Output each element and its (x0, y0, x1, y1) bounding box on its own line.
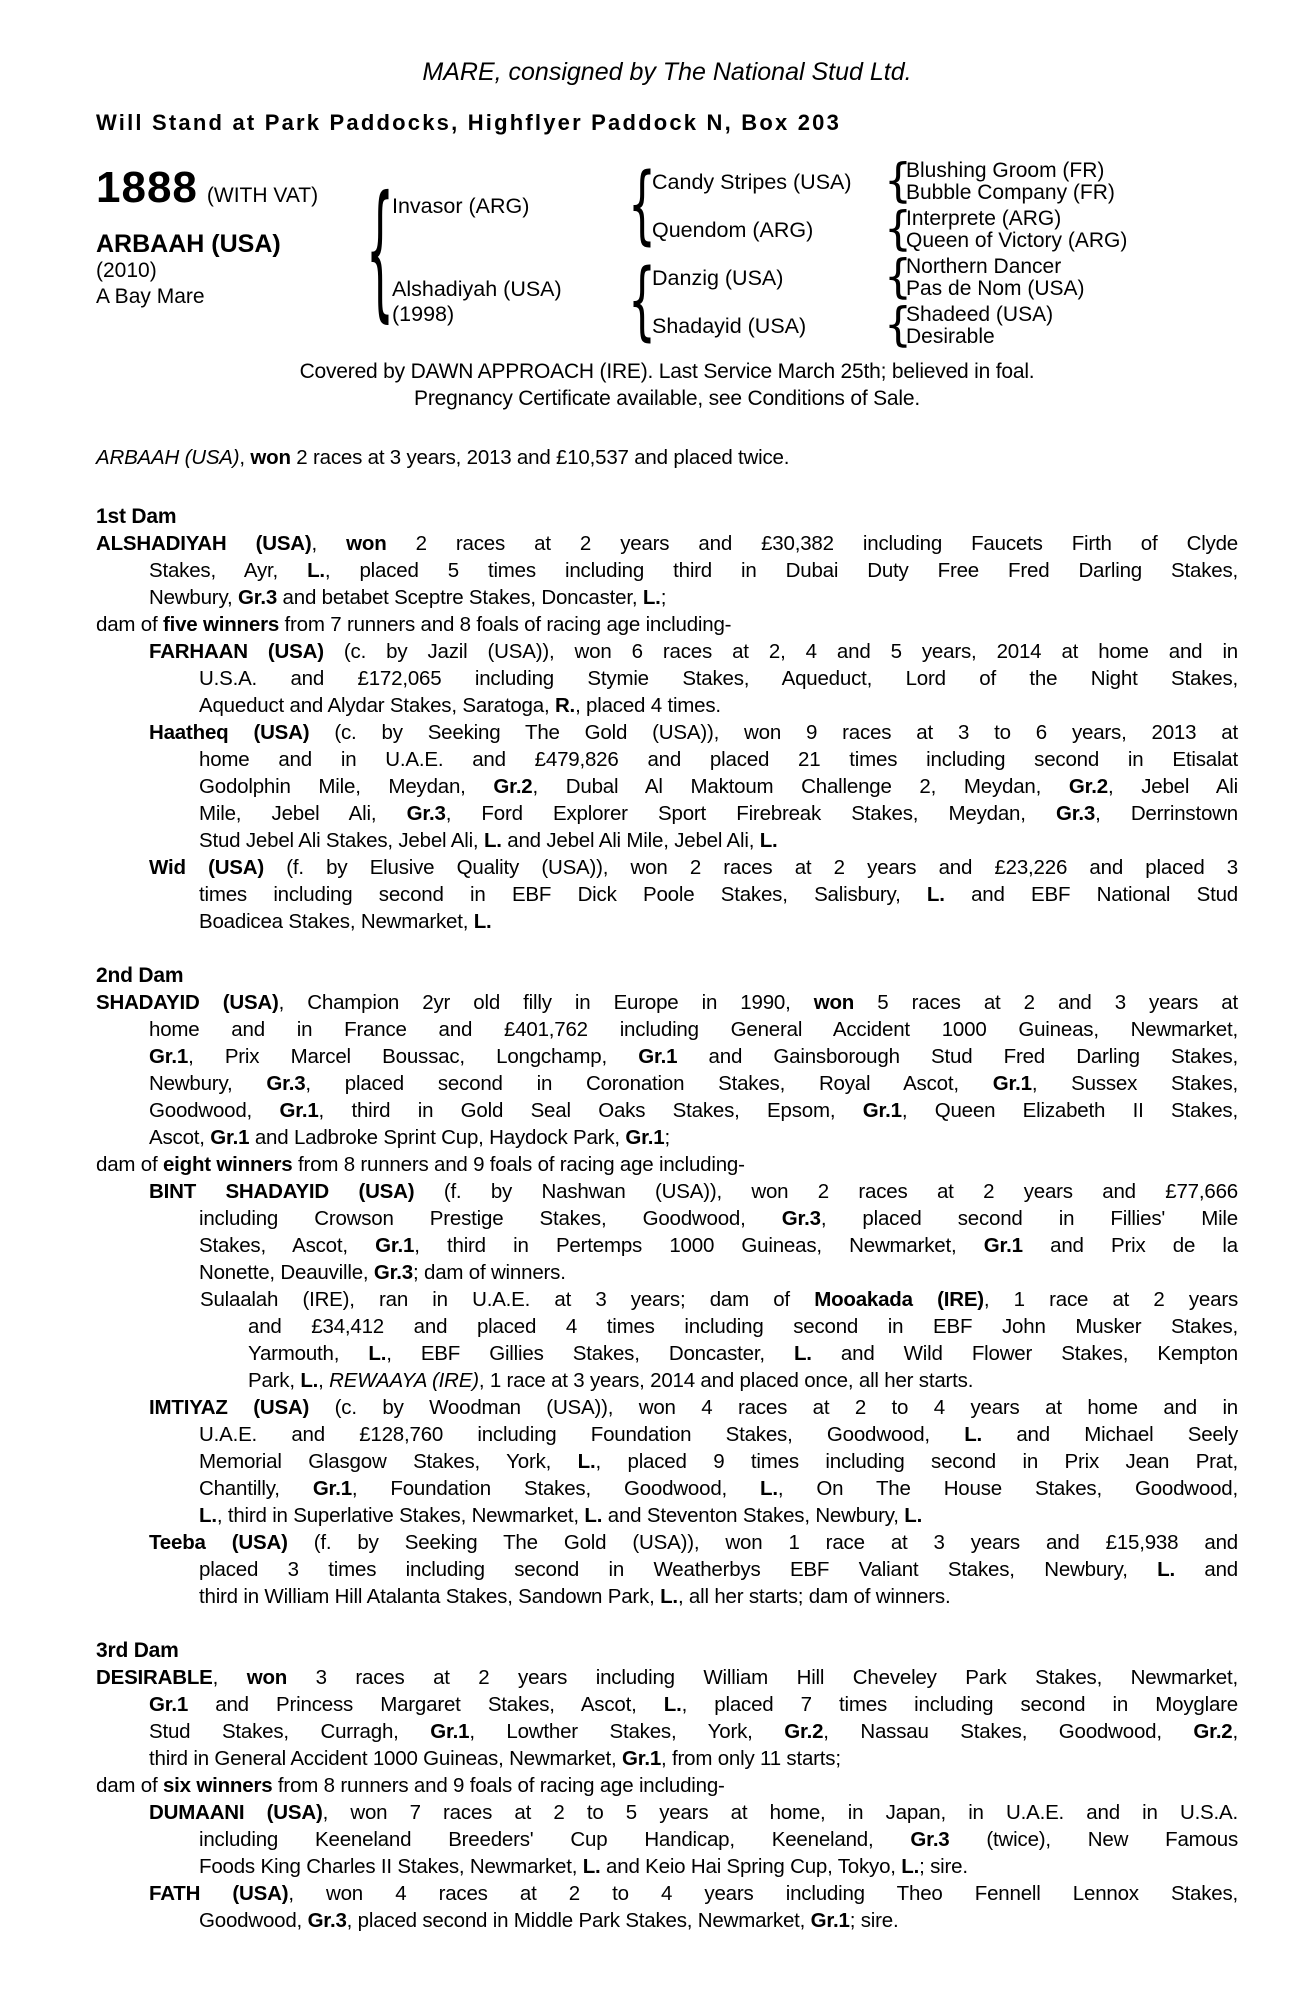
text-line: Newbury, Gr.3, placed second in Coronation Stakes, Royal Ascot, Gr.1, Sussex Stakes, (149, 1072, 1239, 1095)
dam-section-heading: 3rd Dam (96, 1639, 179, 1662)
text-line: Gr.1 and Princess Margaret Stakes, Ascot, L., placed 7 times including second in Moyglare (149, 1693, 1238, 1716)
great-grandsire-name: Interprete (ARG) (906, 207, 1062, 230)
paragraph (149, 1178, 1238, 1286)
stand-location-line: Will Stand at Park Paddocks, Highflyer Paddock N, Box 203 (96, 110, 842, 135)
paragraph (149, 1394, 1238, 1529)
great-grandsire-name: Northern Dancer (906, 255, 1062, 278)
dam-section (96, 1637, 1238, 1934)
text-line: home and in U.A.E. and £479,826 and placed 21 times including second in Etisalat (199, 748, 1238, 771)
text-line: dam of six winners from 8 runners and 9 foals of racing age including- (96, 1774, 725, 1797)
dam-section-heading: 2nd Dam (96, 964, 184, 987)
brace-icon: { (884, 154, 912, 209)
text-line: SHADAYID (USA), Champion 2yr old filly in Europe in 1990, won 5 races at 2 and 3 years at (96, 991, 1239, 1014)
grandparent-brace (884, 298, 912, 353)
text-line: Stud Stakes, Curragh, Gr.1, Lowther Stakes, York, Gr.2, Nassau Stakes, Goodwood, Gr.2, (149, 1720, 1239, 1743)
text-line: Foods King Charles II Stakes, Newmarket, L. and Keio Hai Spring Cup, Tokyo, L.; sire. (199, 1855, 968, 1878)
lot-colour-description: A Bay Mare (96, 285, 205, 308)
text-line: home and in France and £401,762 including General Accident 1000 Guineas, Newmarket, (149, 1018, 1238, 1041)
great-grandsire-name: Blushing Groom (FR) (906, 159, 1105, 182)
paragraph (200, 1286, 1238, 1394)
paragraph (149, 1799, 1238, 1880)
covering-line-2: Pregnancy Certificate available, see Conditions of Sale. (414, 387, 920, 410)
covering-statement (96, 358, 1238, 412)
great-grandparents (906, 304, 1238, 348)
dam-branch (392, 250, 1238, 353)
granddam-name: Shadayid (USA) (652, 313, 807, 338)
grandparent-unit (652, 298, 1238, 353)
text-line: Haatheq (USA) (c. by Seeking The Gold (USA)), won 9 races at 3 to 6 years, 2013 at (149, 721, 1238, 744)
text-line: L., third in Superlative Stakes, Newmarket, L. and Steventon Stakes, Newbury, L. (199, 1504, 923, 1527)
brace-icon: { (628, 251, 656, 351)
consignment-title: MARE, consigned by The National Stud Ltd. (422, 58, 912, 86)
text-line: third in General Accident 1000 Guineas, Newmarket, Gr.1, from only 11 starts; (149, 1747, 841, 1770)
dam-section (96, 962, 1238, 1610)
text-line: including Crowson Prestige Stakes, Goodwood, Gr.3, placed second in Fillies' Mile (199, 1207, 1238, 1230)
lot-number: 1888 (96, 163, 198, 212)
pedigree-generations (392, 154, 1238, 353)
text-line: placed 3 times including second in Weatherbys EBF Valiant Stakes, Newbury, L. and (199, 1558, 1238, 1581)
great-granddam-name: Queen of Victory (ARG) (906, 229, 1128, 252)
grandparent-unit (652, 202, 1238, 257)
text-line: Chantilly, Gr.1, Foundation Stakes, Goodwood, L., On The House Stakes, Goodwood, (199, 1477, 1238, 1500)
great-grandparents (906, 160, 1238, 204)
text-line: Teeba (USA) (f. by Seeking The Gold (USA)), won 1 race at 3 years and £15,938 and (149, 1531, 1238, 1554)
lot-info-block (96, 158, 368, 350)
grandsire-name: Danzig (USA) (652, 265, 784, 290)
text-line: FATH (USA), won 4 races at 2 to 4 years including Theo Fennell Lennox Stakes, (149, 1882, 1238, 1905)
race-record (96, 444, 1238, 471)
paragraph (149, 1529, 1238, 1610)
paragraph (149, 854, 1238, 935)
text-line: and £34,412 and placed 4 times including second in EBF John Musker Stakes, (248, 1315, 1238, 1338)
text-line: Stakes, Ayr, L., placed 5 times including third in Dubai Duty Free Fred Darling Stakes, (149, 559, 1238, 582)
great-grandparents (906, 208, 1238, 252)
text-line: dam of five winners from 7 runners and 8 foals of racing age including- (96, 613, 732, 636)
paragraph (149, 1880, 1238, 1934)
text-line: DESIRABLE, won 3 races at 2 years including William Hill Cheveley Park Stakes, Newmarket, (96, 1666, 1238, 1689)
lot-foaling-year: (2010) (96, 259, 157, 282)
great-granddam-name: Bubble Company (FR) (906, 181, 1115, 204)
paragraph (149, 719, 1238, 854)
text-line: Nonette, Deauville, Gr.3; dam of winners. (199, 1261, 566, 1284)
text-line: IMTIYAZ (USA) (c. by Woodman (USA)), won 4 races at 2 to 4 years at home and in (149, 1396, 1239, 1419)
sire-branch (392, 154, 1238, 257)
text-line: including Keeneland Breeders' Cup Handicap, Keeneland, Gr.3 (twice), New Famous (199, 1828, 1238, 1851)
text-line: Ascot, Gr.1 and Ladbroke Sprint Cup, Haydock Park, Gr.1; (149, 1126, 670, 1149)
sire-brace (628, 155, 656, 255)
paragraph (96, 1151, 1238, 1178)
grandparent-unit (652, 250, 1238, 305)
text-line: Park, L., REWAAYA (IRE), 1 race at 3 years, 2014 and placed once, all her starts. (248, 1369, 974, 1392)
dam-name: Alshadiyah (USA) (392, 277, 562, 301)
great-granddam-name: Pas de Nom (USA) (906, 277, 1085, 300)
dam-sections (96, 503, 1238, 1934)
paragraph (96, 1664, 1238, 1772)
text-line: Yarmouth, L., EBF Gillies Stakes, Doncaster, L. and Wild Flower Stakes, Kempton (248, 1342, 1238, 1365)
brace-icon: { (366, 166, 394, 338)
paragraph (96, 989, 1238, 1151)
dam-section (96, 503, 1238, 935)
paragraph (96, 611, 1238, 638)
text-line: Wid (USA) (f. by Elusive Quality (USA)), won 2 races at 2 years and £23,226 and placed 3 (149, 856, 1238, 879)
pedigree-chart (96, 154, 1238, 353)
text-line: third in William Hill Atalanta Stakes, Sandown Park, L., all her starts; dam of winners. (199, 1585, 951, 1608)
paragraph (96, 1772, 1238, 1799)
text-line: Godolphin Mile, Meydan, Gr.2, Dubal Al Maktoum Challenge 2, Meydan, Gr.2, Jebel Ali (199, 775, 1239, 798)
grandparent-unit (652, 154, 1238, 209)
dam-year: (1998) (392, 302, 455, 326)
dam-brace (628, 251, 656, 351)
great-granddam-name: Desirable (906, 325, 995, 348)
brace-icon: { (884, 202, 912, 257)
vat-note: (WITH VAT) (206, 184, 319, 207)
text-line: Aqueduct and Alydar Stakes, Saratoga, R., placed 4 times. (199, 694, 721, 717)
text-line: Goodwood, Gr.3, placed second in Middle Park Stakes, Newmarket, Gr.1; sire. (199, 1909, 899, 1932)
sire-grandparents (652, 154, 1238, 257)
text-line: Newbury, Gr.3 and betabet Sceptre Stakes, Doncaster, L.; (149, 586, 667, 609)
text-line: Boadicea Stakes, Newmarket, L. (199, 910, 492, 933)
brace-icon: { (628, 155, 656, 255)
paragraph (96, 444, 1238, 471)
granddam-name: Quendom (ARG) (652, 217, 814, 242)
text-line: Stakes, Ascot, Gr.1, third in Pertemps 1000 Guineas, Newmarket, Gr.1 and Prix de la (199, 1234, 1238, 1257)
pedigree-sire (392, 194, 632, 219)
text-line: U.A.E. and £128,760 including Foundation Stakes, Goodwood, L. and Michael Seely (199, 1423, 1239, 1446)
great-grandsire-name: Shadeed (USA) (906, 303, 1054, 326)
text-line: Goodwood, Gr.1, third in Gold Seal Oaks Stakes, Epsom, Gr.1, Queen Elizabeth II Stakes, (149, 1099, 1238, 1122)
text-line: Memorial Glasgow Stakes, York, L., placed 9 times including second in Prix Jean Prat, (199, 1450, 1238, 1473)
text-line: FARHAAN (USA) (c. by Jazil (USA)), won 6 races at 2, 4 and 5 years, 2014 at home and in (149, 640, 1239, 663)
text-line: Sulaalah (IRE), ran in U.A.E. at 3 years; dam of Mooakada (IRE), 1 race at 2 years (200, 1288, 1238, 1311)
lot-number-row (96, 163, 368, 212)
grandparent-brace (884, 154, 912, 209)
text-line: U.S.A. and £172,065 including Stymie Stakes, Aqueduct, Lord of the Night Stakes, (199, 667, 1238, 690)
covering-line-1: Covered by DAWN APPROACH (IRE). Last Service March 25th; believed in foal. (299, 360, 1035, 383)
text-line: Mile, Jebel Ali, Gr.3, Ford Explorer Sport Firebreak Stakes, Meydan, Gr.3, Derrinstown (199, 802, 1238, 825)
pedigree-dam (392, 277, 632, 327)
lot-horse-name: ARBAAH (USA) (96, 230, 281, 258)
grandparent-brace (884, 250, 912, 305)
brace-icon: { (884, 298, 912, 353)
brace-icon: { (884, 250, 912, 305)
text-line: ALSHADIYAH (USA), won 2 races at 2 years and £30,382 including Faucets Firth of Clyde (96, 532, 1239, 555)
grandsire-name: Candy Stripes (USA) (652, 169, 852, 194)
text-line: dam of eight winners from 8 runners and 9 foals of racing age including- (96, 1153, 745, 1176)
text-line: ARBAAH (USA), won 2 races at 3 years, 2013 and £10,537 and placed twice. (96, 446, 790, 469)
dam-section-heading: 1st Dam (96, 505, 177, 528)
text-line: DUMAANI (USA), won 7 races at 2 to 5 years at home, in Japan, in U.A.E. and in U.S.A. (149, 1801, 1238, 1824)
grandparent-brace (884, 202, 912, 257)
text-line: Gr.1, Prix Marcel Boussac, Longchamp, Gr.1 and Gainsborough Stud Fred Darling Stakes, (149, 1045, 1239, 1068)
pedigree-main-brace (368, 158, 392, 350)
text-line: times including second in EBF Dick Poole Stakes, Salisbury, L. and EBF National Stud (199, 883, 1239, 906)
great-grandparents (906, 256, 1238, 300)
paragraph (149, 638, 1238, 719)
paragraph (96, 530, 1238, 611)
text-line: BINT SHADAYID (USA) (f. by Nashwan (USA)), won 2 races at 2 years and £77,666 (149, 1180, 1238, 1203)
text-line: Stud Jebel Ali Stakes, Jebel Ali, L. and Jebel Ali Mile, Jebel Ali, L. (199, 829, 778, 852)
dam-grandparents (652, 250, 1238, 353)
sire-name: Invasor (ARG) (392, 193, 530, 218)
